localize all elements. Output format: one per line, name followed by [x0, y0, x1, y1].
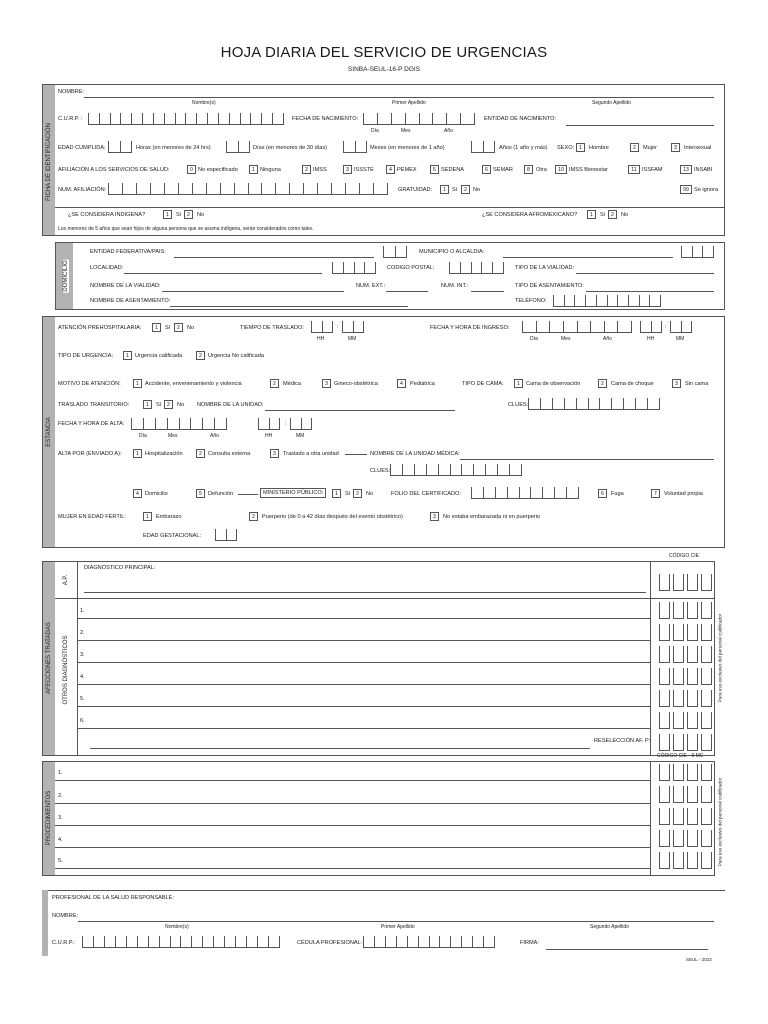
- mujer-3-checkbox[interactable]: 3: [430, 512, 439, 521]
- cie-col-divider: [650, 561, 651, 756]
- mujer-2-label: Puerperio (de 0 a 42 días después del evento obstétrico): [262, 514, 403, 520]
- proc-2-input[interactable]: [55, 803, 650, 804]
- alta-6-label: Fuga: [611, 491, 624, 497]
- cie-boxes-4[interactable]: [659, 668, 712, 685]
- cie9-boxes-1[interactable]: [659, 764, 712, 781]
- afecciones-section: [42, 561, 715, 756]
- dias-caption: Días (en menores de 30 días): [253, 145, 327, 151]
- alta-5-checkbox[interactable]: 5: [196, 489, 205, 498]
- num-afiliacion-label: NUM. AFILIACIÓN:: [58, 187, 107, 193]
- otros-3-input[interactable]: [78, 662, 650, 663]
- dia-caption-3: Día: [139, 433, 147, 439]
- firma-label: FIRMA:: [520, 940, 539, 946]
- num-int-input[interactable]: [471, 291, 504, 292]
- mp-no-checkbox[interactable]: 2: [353, 489, 362, 498]
- afil-0-label: No especificado: [198, 167, 238, 173]
- cie9-boxes-4[interactable]: [659, 830, 712, 847]
- gratuidad-no-checkbox[interactable]: 2: [461, 185, 470, 194]
- anio-caption-2: Año: [603, 336, 612, 342]
- afil-3-checkbox[interactable]: 3: [343, 165, 352, 174]
- urgencia-1-checkbox[interactable]: 1: [123, 351, 132, 360]
- mes-caption-2: Mes: [561, 336, 571, 342]
- mp-no-label: No: [366, 491, 374, 497]
- nombre-asentamiento-label: NOMBRE DE ASENTAMIENTO:: [90, 298, 171, 304]
- urgencia-2-label: Urgencia No calificada: [208, 353, 264, 359]
- profesional-top-rule: [48, 890, 725, 891]
- mujer-1-label: Embarazo: [156, 514, 182, 520]
- hora-ingreso-hh-boxes[interactable]: [640, 321, 662, 333]
- codigo-postal-label: CODIGO POSTAL:: [387, 265, 435, 271]
- afecciones-col-divider: [77, 561, 78, 756]
- sexo-label: SEXO:: [557, 145, 575, 151]
- prehosp-si-label: Sí: [165, 325, 171, 331]
- anios-caption: Años (1 año y más): [499, 145, 548, 151]
- indigena-si-checkbox[interactable]: 1: [163, 210, 172, 219]
- afil-99-checkbox[interactable]: 99: [680, 185, 692, 194]
- afil-10-label: IMSS Bienestar: [569, 167, 608, 173]
- otros-3-label: 3.: [80, 652, 85, 658]
- curp-label: C.U.R.P. :: [58, 116, 83, 122]
- alta-2-label: Consulta externa: [208, 451, 251, 457]
- cama-1-checkbox[interactable]: 1: [514, 379, 523, 388]
- cie9-boxes-3[interactable]: [659, 808, 712, 825]
- nombre-label: NOMBRE:: [58, 89, 85, 95]
- clues-label: CLUES:: [508, 402, 529, 408]
- alta-5-label: Defunción: [208, 491, 234, 497]
- horas-caption: Horas (en menores de 24 hrs): [136, 145, 211, 151]
- prof-curp-boxes[interactable]: [82, 936, 280, 948]
- nombre-asentamiento-input[interactable]: [170, 306, 408, 307]
- hh-caption: HH: [317, 336, 325, 342]
- fecha-ingreso-boxes[interactable]: [522, 321, 632, 333]
- alta-2-checkbox[interactable]: 2: [196, 449, 205, 458]
- cie-boxes-2[interactable]: [659, 624, 712, 641]
- form-title: HOJA DIARIA DEL SERVICIO DE URGENCIAS: [220, 44, 548, 61]
- cie-boxes-1[interactable]: [659, 602, 712, 619]
- nombre-unidad-label: NOMBRE DE LA UNIDAD:: [197, 402, 264, 408]
- afil-6-label: SEMAR: [493, 167, 513, 173]
- curp-boxes[interactable]: [88, 113, 284, 125]
- cama-2-checkbox[interactable]: 2: [598, 379, 607, 388]
- mes-caption-3: Mes: [168, 433, 178, 439]
- num-afiliacion-boxes[interactable]: [108, 183, 388, 195]
- dia-caption: Día: [371, 128, 379, 134]
- indigena-si-label: Sí: [176, 212, 182, 218]
- reseleccion-label: RESELECCIÓN AF. P:: [594, 738, 651, 744]
- fecha-alta-label: FECHA Y HORA DE ALTA:: [58, 421, 125, 427]
- motivo-3-checkbox[interactable]: 3: [322, 379, 331, 388]
- hh-caption-3: HH: [265, 433, 273, 439]
- diagnostico-principal-label: DIAGNÓSTICO PRINCIPAL:: [84, 565, 156, 571]
- alta-7-checkbox[interactable]: 7: [651, 489, 660, 498]
- motivo-1-label: Accidente, envenenamiento y violencia: [145, 381, 242, 387]
- afil-5-label: SEDENA: [441, 167, 465, 173]
- afiliacion-label: AFILIACIÓN A LOS SERVICIOS DE SALUD:: [58, 167, 170, 173]
- municipio-boxes[interactable]: [681, 246, 714, 258]
- otros-4-input[interactable]: [78, 684, 650, 685]
- otros-5-input[interactable]: [78, 706, 650, 707]
- tipo-asentamiento-label: TIPO DE ASENTAMIENTO:: [515, 283, 584, 289]
- hora-alta-mm-boxes[interactable]: [290, 418, 312, 430]
- firma-input[interactable]: [546, 949, 708, 950]
- motivo-atencion-label: MOTIVO DE ATENCIÓN:: [58, 381, 121, 387]
- municipio-input[interactable]: [503, 257, 673, 258]
- prof-nombres-caption: Nombre(s): [165, 924, 189, 930]
- otros-2-label: 2.: [80, 630, 85, 636]
- nombre-vialidad-input[interactable]: [162, 291, 344, 292]
- traslado-transitorio-label: TRASLADO TRANSITORIO:: [58, 402, 130, 408]
- folio-certificado-boxes[interactable]: [471, 487, 579, 499]
- afil-2-label: IMSS: [313, 167, 327, 173]
- afil-4-label: PEMEX: [397, 167, 417, 173]
- nombre-unidad-input[interactable]: [265, 410, 455, 411]
- traslado-mm-boxes[interactable]: [342, 321, 364, 333]
- procedimientos-section: [42, 761, 715, 876]
- nombre-unidad-medica-label: NOMBRE DE LA UNIDAD MÉDICA:: [370, 451, 460, 457]
- motivo-2-label: Médica: [283, 381, 302, 387]
- alta-4-label: Domicilio: [145, 491, 168, 497]
- afil-13-checkbox[interactable]: 13: [680, 165, 692, 174]
- meses-boxes[interactable]: [343, 141, 367, 153]
- folio-certificado-label: FOLIO DEL CERTIFICADO:: [391, 491, 461, 497]
- afil-0-checkbox[interactable]: 0: [187, 165, 196, 174]
- prof-nombre-label: NOMBRE:: [52, 913, 79, 919]
- cama-2-label: Cama de choque: [611, 381, 654, 387]
- codificador-note-1: Para uso exclusivo del personal codificador: [717, 613, 723, 703]
- dia-caption-2: Día: [530, 336, 538, 342]
- proc-5-input[interactable]: [55, 868, 650, 869]
- mp-si-label: Sí: [345, 491, 351, 497]
- motivo-2-checkbox[interactable]: 2: [270, 379, 279, 388]
- otros-diagnosticos-label: OTROS DIAGNÓSTICOS: [63, 635, 69, 705]
- nombres-caption: Nombre(s): [192, 100, 216, 106]
- proc-4-input[interactable]: [55, 847, 650, 848]
- entidad-nacimiento-label: ENTIDAD DE NACIMIENTO:: [484, 116, 557, 122]
- afromexicano-label: ¿SE CONSIDERA AFROMEXICANO?: [482, 212, 578, 218]
- prof-curp-label: C.U.R.P.:: [52, 940, 75, 946]
- alta-6-checkbox[interactable]: 6: [598, 489, 607, 498]
- indigena-note: Los menores de 5 años que sean hijos de alguna persona que se asuma indígena, serán considerados como tales.: [58, 226, 314, 232]
- cie9-boxes-2[interactable]: [659, 786, 712, 803]
- urgencia-1-label: Urgencia calificada: [135, 353, 183, 359]
- codificador-note-2: Para uso exclusivo del personal codificador: [717, 777, 723, 867]
- clues-label-2: CLUES:: [370, 468, 391, 474]
- localidad-boxes[interactable]: [332, 262, 376, 274]
- alta-por-label: ALTA POR (ENVIADO A):: [58, 451, 122, 457]
- cedula-boxes[interactable]: [363, 936, 495, 948]
- profesional-sidebar: [42, 890, 48, 956]
- otros-4-label: 4.: [80, 674, 85, 680]
- form-code: SINBA-SEUL-16-P DGIS: [347, 66, 421, 73]
- indigena-no-label: No: [197, 212, 205, 218]
- mujer-3-label: No estaba embarazada ni en puerperio: [443, 514, 541, 520]
- hora-ingreso-mm-boxes[interactable]: [670, 321, 692, 333]
- proc-col-divider: [650, 761, 651, 876]
- identification-label: FICHA DE IDENTIFICACIÓN: [46, 123, 52, 201]
- gratuidad-no-label: No: [473, 187, 481, 193]
- gratuidad-si-checkbox[interactable]: 1: [440, 185, 449, 194]
- prof-nombre-input[interactable]: [78, 921, 714, 922]
- entidad-federativa-boxes[interactable]: [383, 246, 407, 258]
- cie-boxes-6[interactable]: [659, 712, 712, 729]
- fecha-nacimiento-boxes[interactable]: [363, 113, 475, 125]
- afil-11-checkbox[interactable]: 11: [628, 165, 640, 174]
- afil-3-label: ISSSTE: [354, 167, 374, 173]
- nombre-vialidad-label: NOMBRE DE LA VIALIDAD:: [90, 283, 161, 289]
- afil-10-checkbox[interactable]: 10: [555, 165, 567, 174]
- edad-label: EDAD CUMPLIDA:: [58, 145, 106, 151]
- mm-caption-3: MM: [296, 433, 305, 439]
- proc-1-label: 1.: [58, 770, 63, 776]
- afro-no-checkbox[interactable]: 2: [608, 210, 617, 219]
- codigo-cie9-label: CÓDIGO CIE - 9 MC: [657, 753, 704, 759]
- prehosp-no-label: No: [187, 325, 195, 331]
- reseleccion-input[interactable]: [90, 748, 590, 749]
- telefono-boxes[interactable]: [553, 295, 661, 307]
- segundo-apellido-caption: Segundo Apellido: [592, 100, 631, 106]
- fecha-nacimiento-label: FECHA DE NACIMIENTO:: [292, 116, 359, 122]
- alta-4-checkbox[interactable]: 4: [133, 489, 142, 498]
- afil-6-checkbox[interactable]: 6: [482, 165, 491, 174]
- edad-gestacional-label: EDAD GESTACIONAL:: [143, 533, 202, 539]
- alta-7-label: Voluntad propia: [664, 491, 703, 497]
- entidad-federativa-input[interactable]: [174, 257, 374, 258]
- sexo-2-label: Mujer: [643, 145, 657, 151]
- cie-boxes-3[interactable]: [659, 646, 712, 663]
- proc-5-label: 5.: [58, 858, 63, 864]
- cama-1-label: Cama de observación: [526, 381, 581, 387]
- alta-1-checkbox[interactable]: 1: [133, 449, 142, 458]
- cie-boxes-5[interactable]: [659, 690, 712, 707]
- proc-3-input[interactable]: [55, 825, 650, 826]
- clues-boxes[interactable]: [528, 398, 660, 410]
- cie9-boxes-5[interactable]: [659, 852, 712, 869]
- colon-separator-3: :: [285, 421, 287, 427]
- prehosp-no-checkbox[interactable]: 2: [174, 323, 183, 332]
- profesional-title: PROFESIONAL DE LA SALUD RESPONSABLE:: [52, 895, 174, 901]
- prehospitalaria-label: ATENCIÓN PREHOSPITALARIA:: [58, 325, 142, 331]
- anios-boxes[interactable]: [471, 141, 495, 153]
- gratuidad-label: GRATUIDAD:: [398, 187, 433, 193]
- cie-boxes-reseleccion[interactable]: [659, 734, 712, 751]
- cie-boxes-principal[interactable]: [659, 574, 712, 591]
- tipo-cama-label: TIPO DE CAMA:: [462, 381, 504, 387]
- cama-3-label: Sin cama: [685, 381, 709, 387]
- dias-boxes[interactable]: [226, 141, 250, 153]
- edad-gestacional-boxes[interactable]: [215, 529, 237, 541]
- afil-4-checkbox[interactable]: 4: [386, 165, 395, 174]
- afil-1-label: Ninguna: [260, 167, 281, 173]
- afil-11-label: ISSFAM: [642, 167, 663, 173]
- colon-separator: :: [337, 324, 339, 330]
- alta-3-checkbox[interactable]: 3: [270, 449, 279, 458]
- anio-caption-3: Año: [210, 433, 219, 439]
- cedula-label: CÉDULA PROFESIONAL:: [297, 940, 363, 946]
- hora-alta-hh-boxes[interactable]: [258, 418, 280, 430]
- otros-2-input[interactable]: [78, 640, 650, 641]
- sexo-3-checkbox[interactable]: 3: [671, 143, 680, 152]
- clues-alta-boxes[interactable]: [390, 464, 522, 476]
- gratuidad-si-label: Sí: [452, 187, 458, 193]
- traslado-hh-boxes[interactable]: [311, 321, 333, 333]
- urgencia-2-checkbox[interactable]: 2: [196, 351, 205, 360]
- footer-code: SEUL - 2023: [686, 957, 712, 962]
- alta-1-label: Hospitalización: [145, 451, 183, 457]
- sexo-3-label: Intersexual: [684, 145, 712, 151]
- afro-si-checkbox[interactable]: 1: [587, 210, 596, 219]
- connector-line: [345, 454, 367, 455]
- afil-8-checkbox[interactable]: 8: [524, 165, 533, 174]
- entidad-federativa-label: ENTIDAD FEDERATIVA/PAIS:: [90, 249, 166, 255]
- municipio-label: MUNICIPIO O ALCALDIA:: [419, 249, 485, 255]
- prehosp-si-checkbox[interactable]: 1: [152, 323, 161, 332]
- codigo-cie-label: CÓDIGO CIE: [669, 553, 700, 559]
- otros-6-input[interactable]: [78, 728, 650, 729]
- sexo-1-checkbox[interactable]: 1: [576, 143, 585, 152]
- afil-8-label: Otra: [536, 167, 547, 173]
- telefono-label: TELÉFONO:: [515, 298, 547, 304]
- anio-caption: Año: [444, 128, 453, 134]
- afro-si-label: Sí: [600, 212, 606, 218]
- tipo-urgencia-label: TIPO DE URGENCIA:: [58, 353, 114, 359]
- connector-line-2: [238, 494, 258, 495]
- motivo-3-label: Gineco-obstétrica: [334, 381, 378, 387]
- mes-caption: Mes: [401, 128, 411, 134]
- ministerio-publico-label: MINISTERIO PÚBLICO:: [260, 488, 326, 498]
- afro-no-label: No: [621, 212, 629, 218]
- horas-boxes[interactable]: [108, 141, 132, 153]
- proc-3-label: 3.: [58, 815, 63, 821]
- colon-separator-2: :: [665, 324, 667, 330]
- nombre-input[interactable]: [84, 97, 714, 98]
- num-ext-input[interactable]: [386, 291, 428, 292]
- fecha-alta-boxes[interactable]: [131, 418, 227, 430]
- afil-13-label: INSABI: [694, 167, 713, 173]
- sexo-2-checkbox[interactable]: 2: [630, 143, 639, 152]
- afil-5-checkbox[interactable]: 5: [430, 165, 439, 174]
- codigo-postal-boxes[interactable]: [449, 262, 504, 274]
- afecciones-label: AFECCIONES TRATADAS: [46, 622, 52, 694]
- mp-si-checkbox[interactable]: 1: [332, 489, 341, 498]
- tipo-vialidad-label: TIPO DE LA VIALIDAD:: [515, 265, 575, 271]
- divider: [55, 207, 725, 208]
- traslado-si-label: Sí: [156, 402, 162, 408]
- afil-2-checkbox[interactable]: 2: [302, 165, 311, 174]
- motivo-4-label: Pediátrica: [410, 381, 435, 387]
- primer-apellido-caption: Primer Apellido: [392, 100, 426, 106]
- prof-primer-apellido-caption: Primer Apellido: [381, 924, 415, 930]
- nombre-unidad-medica-input[interactable]: [460, 459, 714, 460]
- meses-caption: Meses (en menores de 1 año): [370, 145, 445, 151]
- mm-caption-2: MM: [676, 336, 685, 342]
- motivo-1-checkbox[interactable]: 1: [133, 379, 142, 388]
- diagnostico-principal-input[interactable]: [84, 592, 646, 593]
- indigena-no-checkbox[interactable]: 2: [184, 210, 193, 219]
- traslado-si-checkbox[interactable]: 1: [143, 400, 152, 409]
- otros-6-label: 6.: [80, 718, 85, 724]
- mujer-2-checkbox[interactable]: 2: [249, 512, 258, 521]
- afil-99-label: Se ignora: [694, 187, 718, 193]
- hh-caption-2: HH: [647, 336, 655, 342]
- fecha-ingreso-label: FECHA Y HORA DE INGRESO:: [430, 325, 510, 331]
- mm-caption: MM: [348, 336, 357, 342]
- proc-2-label: 2.: [58, 793, 63, 799]
- domicilio-label: DOMICILIO: [63, 260, 69, 292]
- proc-1-input[interactable]: [55, 780, 650, 781]
- otros-1-label: 1.: [80, 608, 85, 614]
- estancia-label: ESTANCIA: [46, 417, 52, 447]
- localidad-input[interactable]: [124, 273, 322, 274]
- num-ext-label: NUM. EXT.:: [356, 283, 386, 289]
- motivo-4-checkbox[interactable]: 4: [397, 379, 406, 388]
- mujer-1-checkbox[interactable]: 1: [143, 512, 152, 521]
- localidad-label: LOCALIDAD:: [90, 265, 124, 271]
- num-int-label: NUM. INT.:: [441, 283, 469, 289]
- entidad-nacimiento-input[interactable]: [566, 125, 714, 126]
- alta-3-label: Traslado a otra unidad: [283, 451, 339, 457]
- otros-1-input[interactable]: [78, 618, 650, 619]
- ap-label: A.P.: [63, 574, 69, 586]
- otros-5-label: 5.: [80, 696, 85, 702]
- sexo-1-label: Hombre: [589, 145, 609, 151]
- ap-divider: [55, 598, 715, 599]
- tipo-vialidad-input[interactable]: [576, 273, 714, 274]
- tiempo-traslado-label: TIEMPO DE TRASLADO:: [240, 325, 304, 331]
- traslado-no-checkbox[interactable]: 2: [164, 400, 173, 409]
- procedimientos-label: PROCEDIMIENTOS: [46, 790, 52, 846]
- afil-1-checkbox[interactable]: 1: [249, 165, 258, 174]
- prof-segundo-apellido-caption: Segundo Apellido: [590, 924, 629, 930]
- mujer-fertil-label: MUJER EN EDAD FÉRTIL:: [58, 514, 126, 520]
- cama-3-checkbox[interactable]: 3: [672, 379, 681, 388]
- proc-4-label: 4.: [58, 837, 63, 843]
- tipo-asentamiento-input[interactable]: [586, 291, 714, 292]
- indigena-label: ¿SE CONSIDERA INDIGENA?: [68, 212, 146, 218]
- traslado-no-label: No: [177, 402, 185, 408]
